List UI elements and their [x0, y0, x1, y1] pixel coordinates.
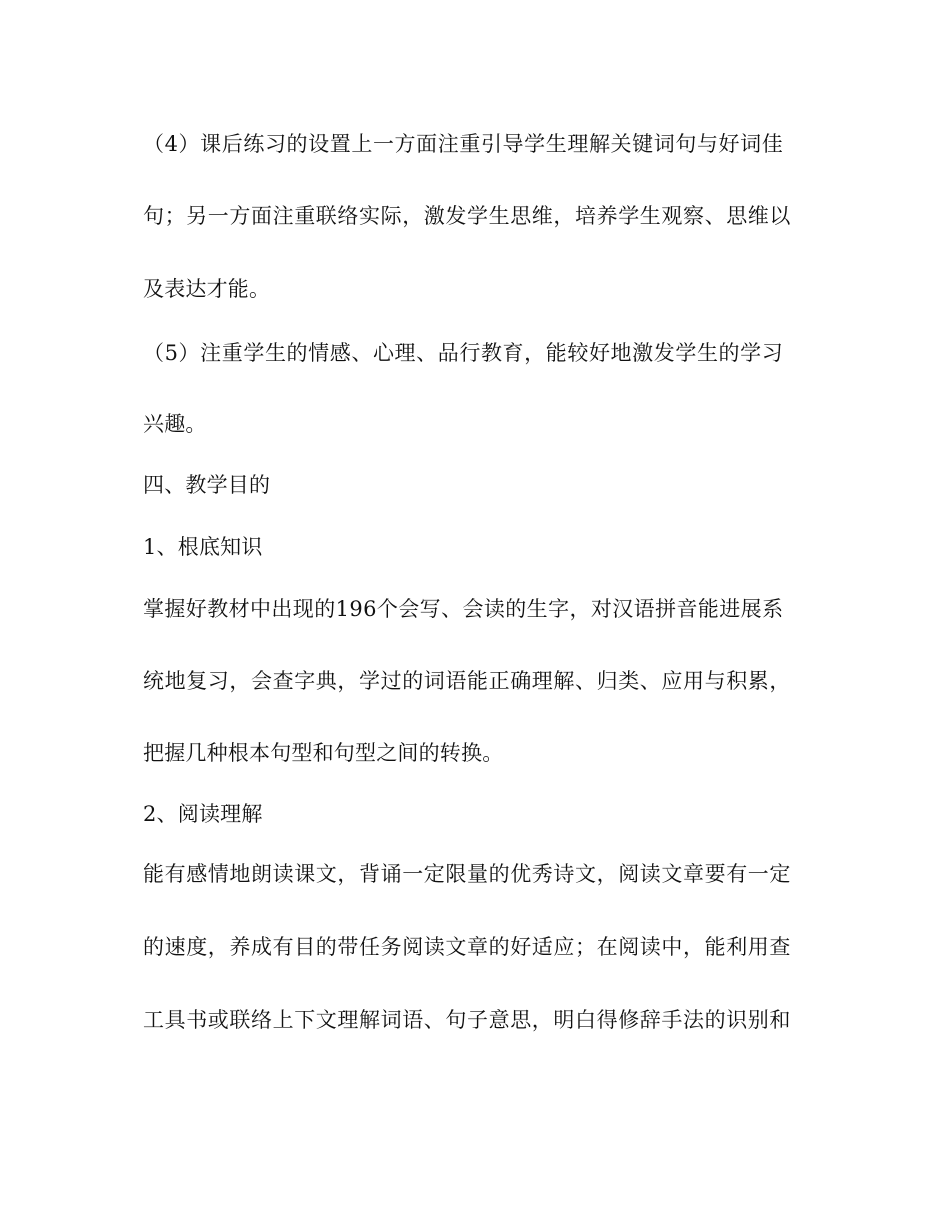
- paragraph-item-5-line-2: 兴趣。: [143, 412, 207, 436]
- subheading-reading-comprehension: 2、阅读理解: [143, 802, 263, 826]
- basic-knowledge-line-2: 统地复习，会查字典，学过的词语能正确理解、归类、应用与积累，: [143, 669, 791, 693]
- reading-comprehension-line-2: 的速度，养成有目的带任务阅读文章的好适应；在阅读中，能利用查: [143, 935, 791, 959]
- subheading-basic-knowledge: 1、根底知识: [143, 535, 263, 559]
- paragraph-item-5-line-1: （5）注重学生的情感、心理、品行教育，能较好地激发学生的学习: [143, 341, 784, 365]
- paragraph-item-4-line-3: 及表达才能。: [143, 277, 271, 301]
- reading-comprehension-line-3: 工具书或联络上下文理解词语、句子意思，明白得修辞手法的识别和: [143, 1008, 791, 1032]
- paragraph-item-4-line-2: 句；另一方面注重联络实际，激发学生思维，培养学生观察、思维以: [143, 204, 791, 228]
- reading-comprehension-line-1: 能有感情地朗读课文，背诵一定限量的优秀诗文，阅读文章要有一定: [143, 862, 791, 886]
- section-heading-teaching-goals: 四、教学目的: [143, 473, 271, 497]
- basic-knowledge-line-3: 把握几种根本句型和句型之间的转换。: [143, 741, 504, 765]
- paragraph-item-4-line-1: （4）课后练习的设置上一方面注重引导学生理解关键词句与好词佳: [143, 132, 784, 156]
- basic-knowledge-line-1: 掌握好教材中出现的196个会写、会读的生字，对汉语拼音能进展系: [143, 597, 784, 621]
